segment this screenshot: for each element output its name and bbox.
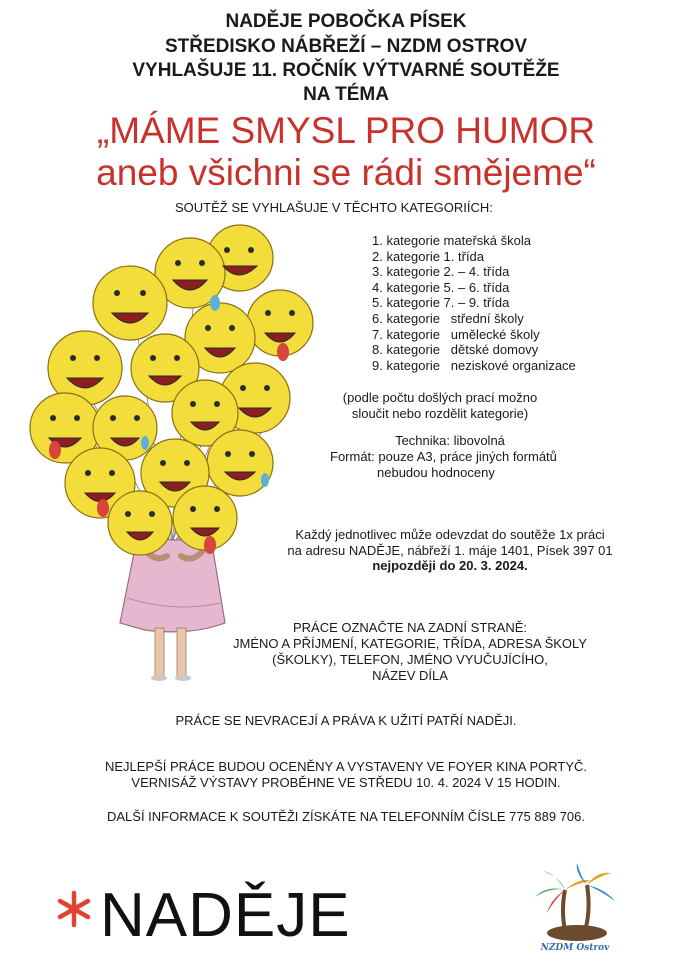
header-line-4: NA TÉMA bbox=[303, 84, 389, 105]
category-item: 2. kategorie 1. třída bbox=[372, 248, 485, 264]
illustration bbox=[15, 218, 315, 693]
info: DALŠÍ INFORMACE K SOUTĚŽI ZÍSKÁTE NA TELEFONNÍM ČÍSLE 775 889 706. bbox=[106, 809, 586, 824]
submission-line-1: Každý jednotlivec může odevzdat do soutěže 1x práci bbox=[295, 527, 605, 542]
labeling-line-3: (ŠKOLKY), TELEFON, JMÉNO VYUČUJÍCÍHO, bbox=[272, 652, 548, 667]
header-line-3: VYHLAŠUJE 11. ROČNÍK VÝTVARNÉ SOUTĚŽE bbox=[132, 60, 560, 81]
header-line-2: STŘEDISKO NÁBŘEŽÍ – NZDM OSTROV bbox=[164, 36, 528, 57]
note-line-2: sloučit nebo rozdělit kategorie) bbox=[351, 405, 529, 421]
format-line-1: Formát: pouze A3, práce jiných formátů bbox=[330, 449, 557, 464]
labeling-line-2: JMÉNO A PŘÍJMENÍ, KATEGORIE, TŘÍDA, ADRESA ŠKOLY bbox=[233, 636, 587, 651]
technique: Technika: libovolná bbox=[395, 433, 505, 448]
categories-list bbox=[372, 233, 672, 373]
category-item: 7. kategorie umělecké školy bbox=[372, 326, 540, 342]
category-item: 5. kategorie 7. – 9. třída bbox=[372, 295, 510, 311]
format-line-2: nebudou hodnoceny bbox=[377, 465, 495, 480]
submission-deadline: nejpozději do 20. 3. 2024. bbox=[372, 558, 528, 573]
nzdm-ostrov-logo bbox=[525, 855, 625, 960]
category-item: 9. kategorie neziskové organizace bbox=[372, 357, 576, 373]
category-item: 1. kategorie mateřská škola bbox=[372, 233, 531, 248]
exhibition-line-2: VERNISÁŽ VÝSTAVY PROBĚHNE VE STŘEDU 10. 4. 2024 V 15 HODIN. bbox=[131, 775, 561, 790]
rights: PRÁCE SE NEVRACEJÍ A PRÁVA K UŽITÍ PATŘÍ NADĚJI. bbox=[175, 713, 517, 728]
nadeje-asterisk-icon bbox=[55, 890, 93, 933]
labeling-line-1: PRÁCE OZNAČTE NA ZADNÍ STRANĚ: bbox=[292, 620, 528, 635]
note-line-1: (podle počtu došlých prací možno bbox=[342, 390, 538, 405]
category-item: 8. kategorie dětské domovy bbox=[372, 342, 539, 358]
labeling-line-4: NÁZEV DÍLA bbox=[372, 668, 448, 683]
title-line-2: aneb všichni se rádi smějeme“ bbox=[96, 152, 596, 193]
ostrov-logo-text: NZDM Ostrov bbox=[540, 943, 610, 953]
exhibition bbox=[0, 759, 692, 791]
girl-with-balloons-illustration bbox=[15, 218, 315, 688]
categories-intro: SOUTĚŽ SE VYHLAŠUJE V TĚCHTO KATEGORIÍCH: bbox=[175, 200, 493, 215]
category-item: 4. kategorie 5. – 6. třída bbox=[372, 279, 510, 295]
header-line-1: NADĚJE POBOČKA PÍSEK bbox=[225, 11, 467, 32]
nadeje-logo: NADĚJE bbox=[100, 881, 351, 950]
title-line-1: „MÁME SMYSL PRO HUMOR bbox=[96, 110, 596, 151]
submission-line-2: na adresu NADĚJE, nábřeží 1. máje 1401, Písek 397 01 bbox=[287, 542, 613, 558]
note bbox=[300, 390, 580, 421]
exhibition-line-1: NEJLEPŠÍ PRÁCE BUDOU OCENĚNY A VYSTAVENY VE FOYER KINA PORTYČ. bbox=[104, 759, 588, 774]
category-item: 3. kategorie 2. – 4. třída bbox=[372, 264, 510, 280]
category-item: 6. kategorie střední školy bbox=[372, 310, 524, 326]
palm-island-icon bbox=[525, 855, 625, 955]
